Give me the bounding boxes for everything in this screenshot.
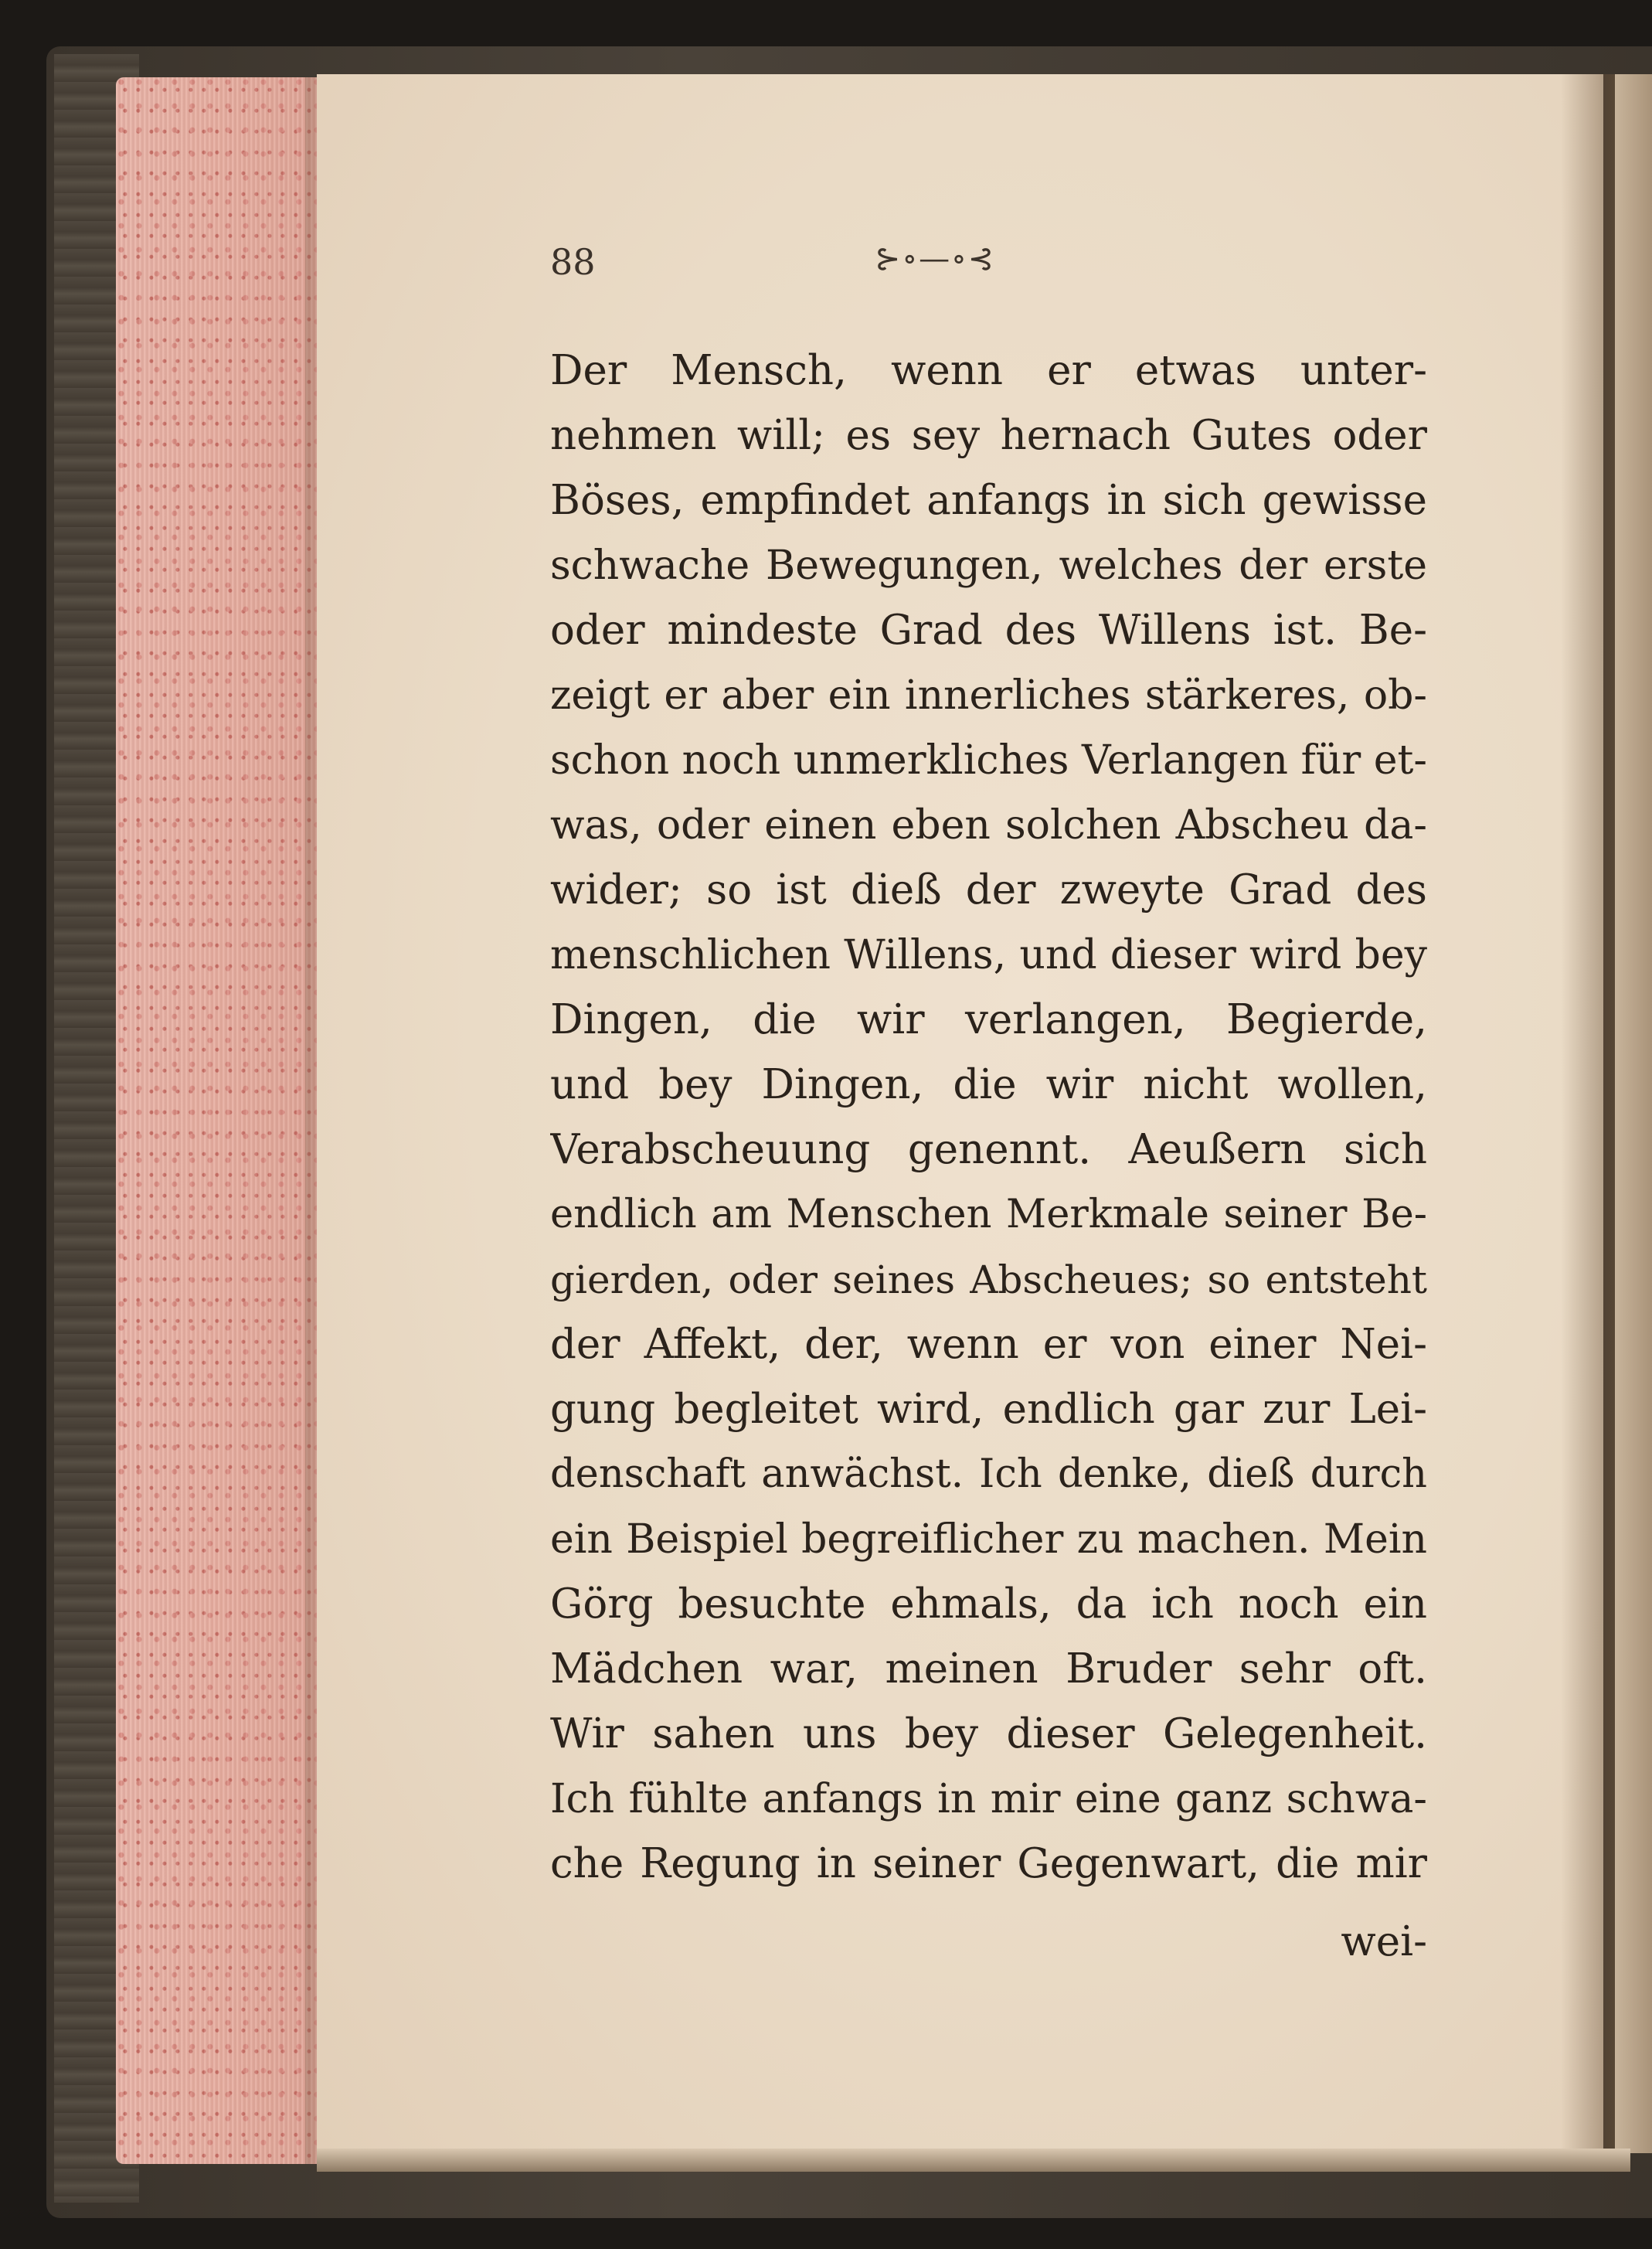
text-line: Mädchen war, meinen Bruder sehr oft.: [550, 1645, 1427, 1693]
body-text: [550, 339, 1427, 1897]
text-line: was, oder einen eben solchen Abscheu da-: [550, 802, 1427, 849]
catchword: wei-: [1341, 1918, 1427, 1965]
page-number: 88: [550, 241, 596, 283]
text-line: Wir sahen uns bey dieser Gelegenheit.: [550, 1710, 1427, 1757]
text-line: che Regung in seiner Gegenwart, die mir: [550, 1840, 1427, 1887]
text-line: Görg besuchte ehmals, da ich noch ein: [550, 1580, 1427, 1628]
text-line: ein Beispiel begreiflicher zu machen. Mein: [550, 1516, 1427, 1563]
text-line: gierden, oder seines Abscheues; so entsteht: [550, 1257, 1427, 1302]
text-line: schon noch unmerkliches Verlangen für et-: [550, 737, 1427, 784]
page-bottom-edge: [317, 2149, 1630, 2172]
text-line: denschaft anwächst. Ich denke, dieß durch: [550, 1451, 1427, 1497]
text-line: nehmen will; es sey hernach Gutes oder: [550, 412, 1427, 459]
text-line: schwache Bewegungen, welches der erste: [550, 543, 1427, 589]
text-line: der Affekt, der, wenn er von einer Nei-: [550, 1321, 1427, 1368]
text-line: zeigt er aber ein innerliches stärkeres, ob-: [550, 672, 1427, 719]
text-line: Böses, empfindet anfangs in sich gewisse: [550, 477, 1427, 524]
head-ornament: ⊱∘—∘⊰: [875, 241, 996, 277]
text-line: und bey Dingen, die wir nicht wollen,: [550, 1061, 1427, 1108]
text-line: Der Mensch, wenn er etwas unter-: [550, 347, 1427, 394]
text-line: endlich am Menschen Merkmale seiner Be-: [550, 1192, 1427, 1237]
running-head: [550, 241, 1427, 295]
text-line: gung begleitet wird, endlich gar zur Lei-: [550, 1386, 1427, 1433]
text-line: menschlichen Willens, und dieser wird bey: [550, 932, 1427, 978]
text-line: Dingen, die wir verlangen, Begierde,: [550, 996, 1427, 1043]
text-line: Ich fühlte anfangs in mir eine ganz schwa-: [550, 1776, 1427, 1822]
text-line: wider; so ist dieß der zweyte Grad des: [550, 866, 1427, 914]
page-block-edge: [116, 77, 317, 2164]
text-line: oder mindeste Grad des Willens ist. Be-: [550, 607, 1427, 654]
facing-page-edge: [1615, 74, 1652, 2153]
text-line: Verabscheuung genennt. Aeußern sich: [550, 1126, 1427, 1173]
